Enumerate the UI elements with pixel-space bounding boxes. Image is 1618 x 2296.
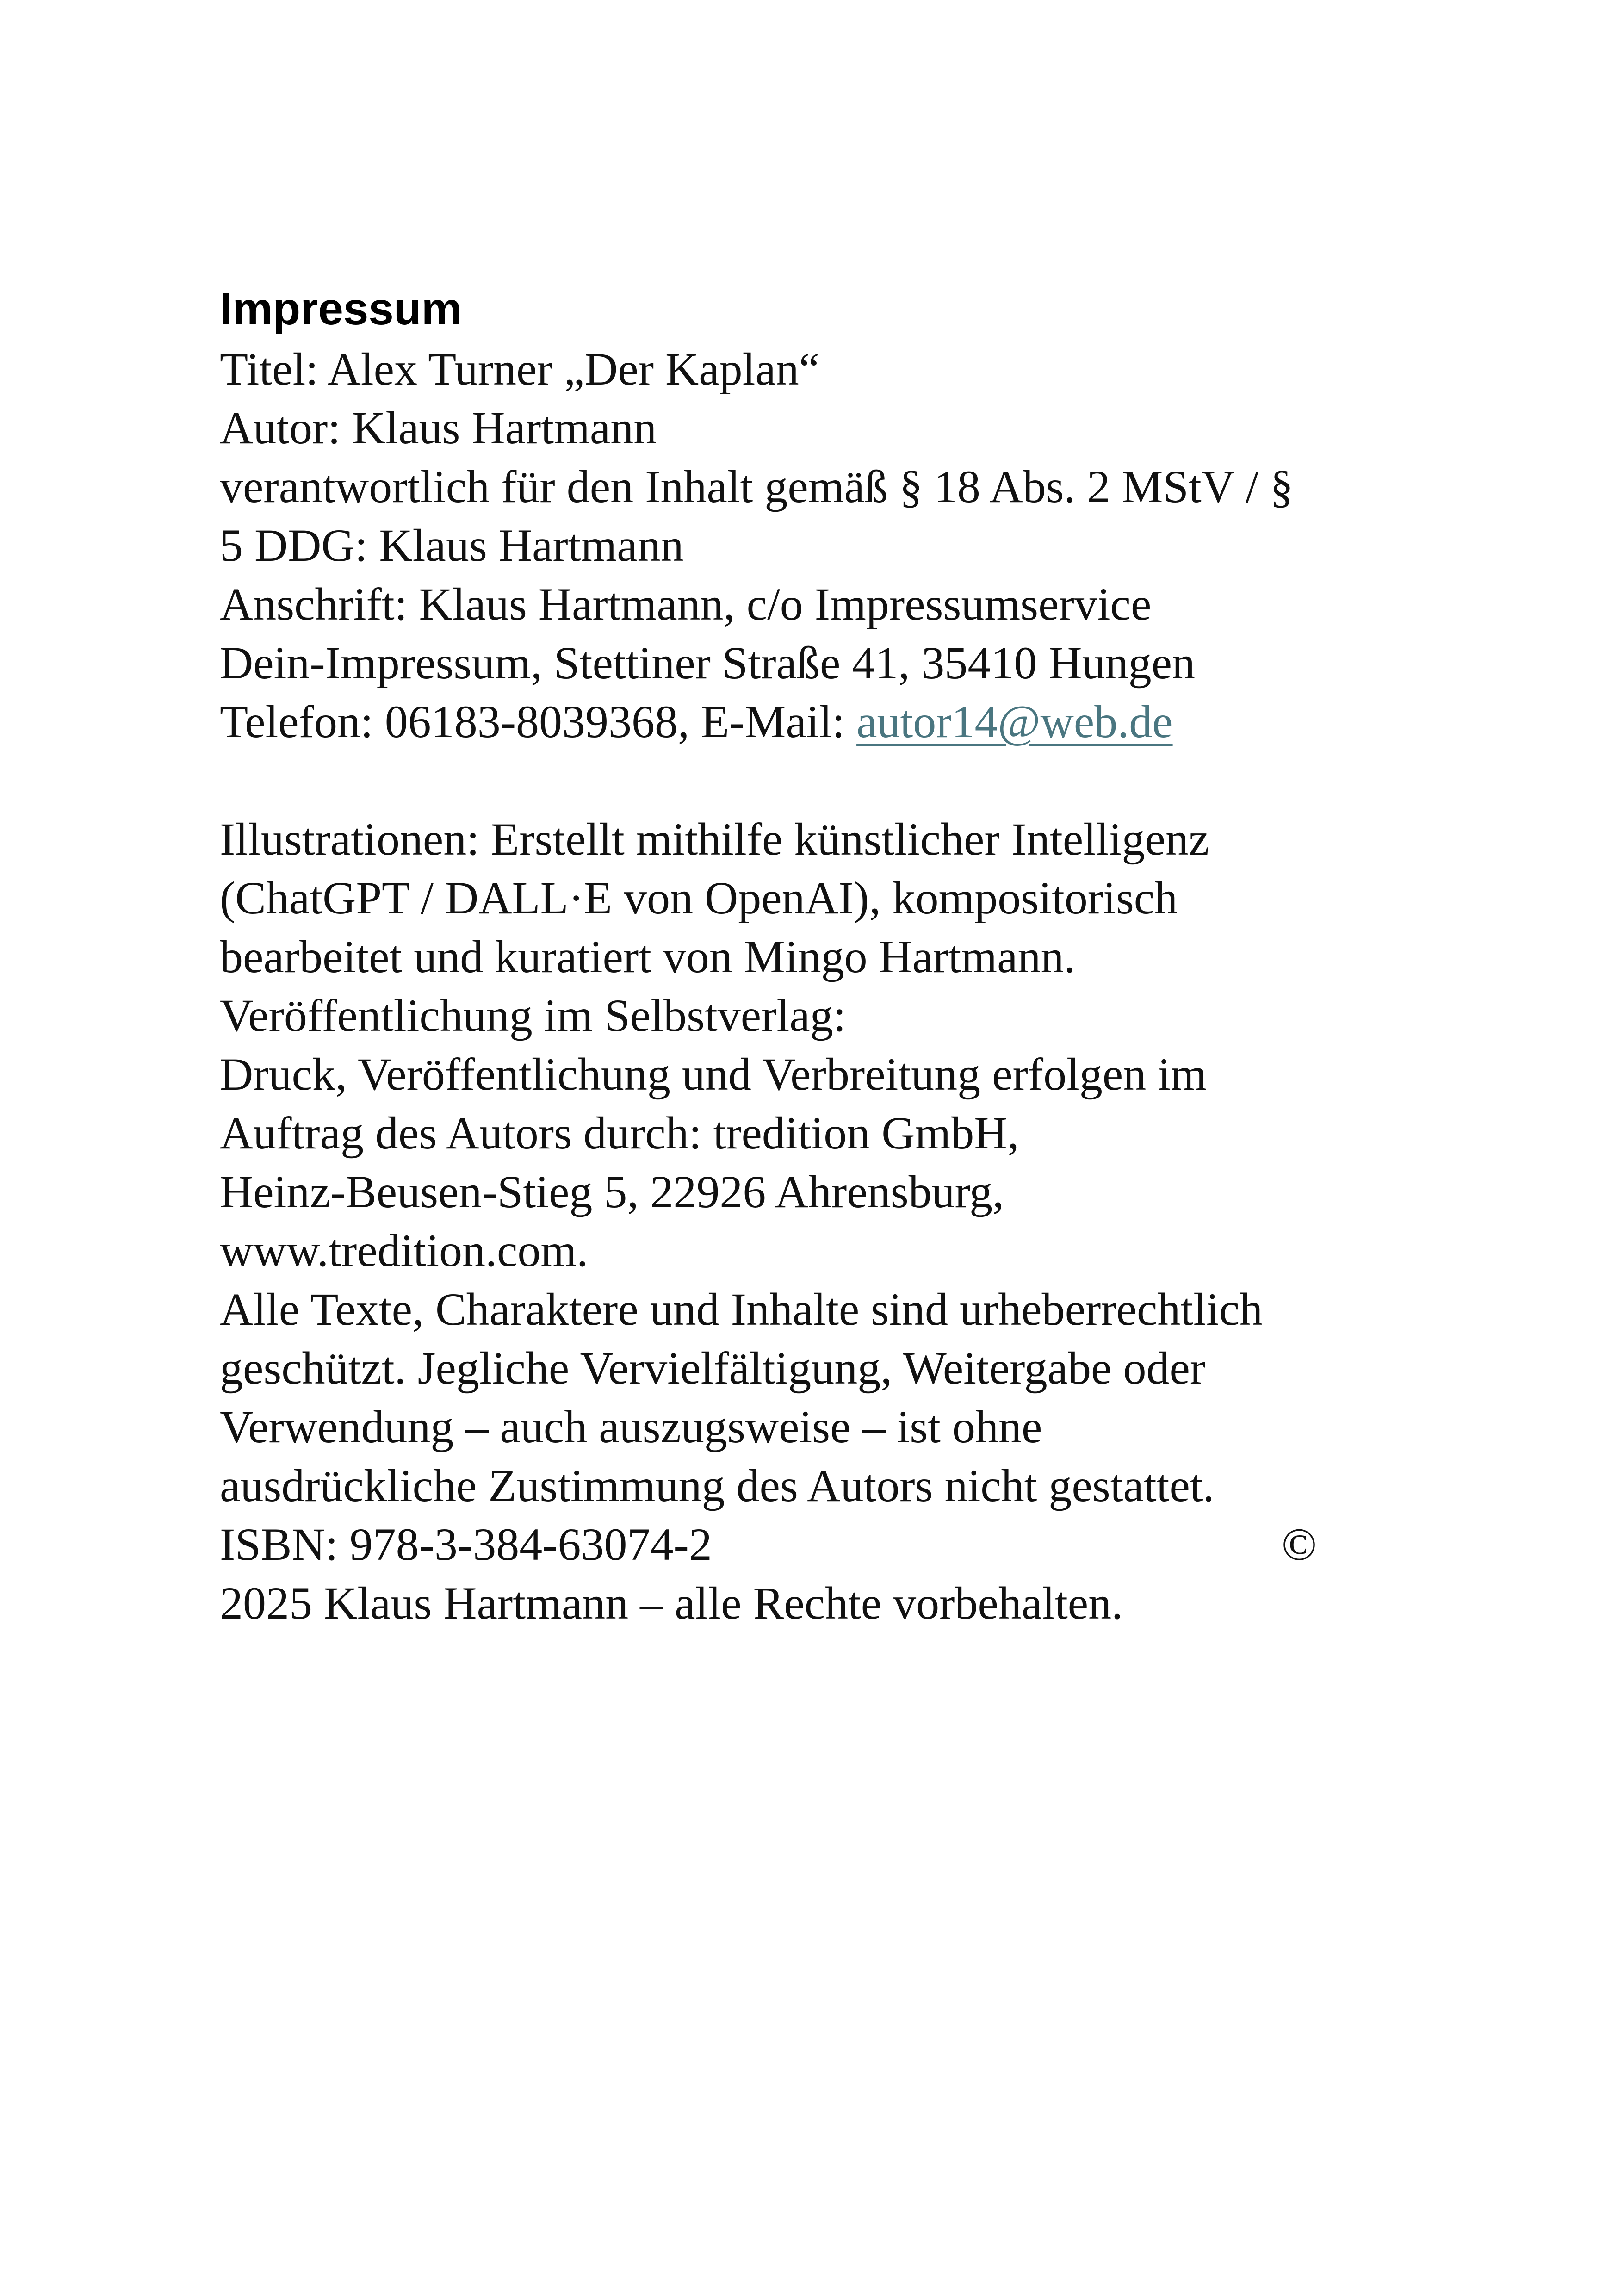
body-text [220, 810, 1423, 1515]
body-line: Auftrag des Autors durch: tredition GmbH, [220, 1107, 1019, 1159]
page-title: Impressum [220, 283, 462, 334]
body-line: Verwendung – auch auszugsweise – ist ohne [220, 1401, 1042, 1452]
rights-line: 2025 Klaus Hartmann – alle Rechte vorbehalten. [220, 1577, 1123, 1629]
address-line-2: Dein-Impressum, Stettiner Straße 41, 35410 Hungen [220, 637, 1195, 689]
body-line: Druck, Veröffentlichung und Verbreitung erfolgen im [220, 1049, 1207, 1100]
body-line: Veröffentlichung im Selbstverlag: [220, 990, 846, 1041]
body-line: Illustrationen: Erstellt mithilfe künstlicher Intelligenz [220, 813, 1209, 865]
email-link[interactable]: autor14@web.de [856, 696, 1173, 747]
contact-line [220, 692, 1423, 751]
copyright-icon: © [1282, 1519, 1317, 1570]
body-line: geschützt. Jegliche Vervielfältigung, Weitergabe oder [220, 1342, 1206, 1394]
title-line: Titel: Alex Turner „Der Kaplan“ [220, 343, 820, 395]
body-line: Heinz-Beusen-Stieg 5, 22926 Ahrensburg, [220, 1166, 1004, 1217]
body-line: Alle Texte, Charaktere und Inhalte sind urheberrechtlich [220, 1284, 1263, 1335]
body-line: bearbeitet und kuratiert von Mingo Hartmann. [220, 931, 1076, 982]
imprint-content [220, 278, 1423, 1632]
address-line-1: Anschrift: Klaus Hartmann, c/o Impressumservice [220, 578, 1152, 630]
isbn-row [220, 1515, 1423, 1574]
body-line: ausdrückliche Zustimmung des Autors nicht gestattet. [220, 1460, 1215, 1511]
paragraph-gap [220, 751, 1423, 810]
body-line: (ChatGPT / DALL·E von OpenAI), kompositorisch [220, 872, 1178, 924]
contact-prefix: Telefon: 06183-8039368, E-Mail: [220, 696, 857, 747]
responsible-line-1: verantwortlich für den Inhalt gemäß § 18 Abs. 2 MStV / § [220, 461, 1294, 512]
body-line: www.tredition.com. [220, 1225, 589, 1276]
responsible-line-2: 5 DDG: Klaus Hartmann [220, 520, 684, 571]
author-line: Autor: Klaus Hartmann [220, 402, 657, 453]
isbn-line: ISBN: 978-3-384-63074-2 [220, 1519, 712, 1570]
